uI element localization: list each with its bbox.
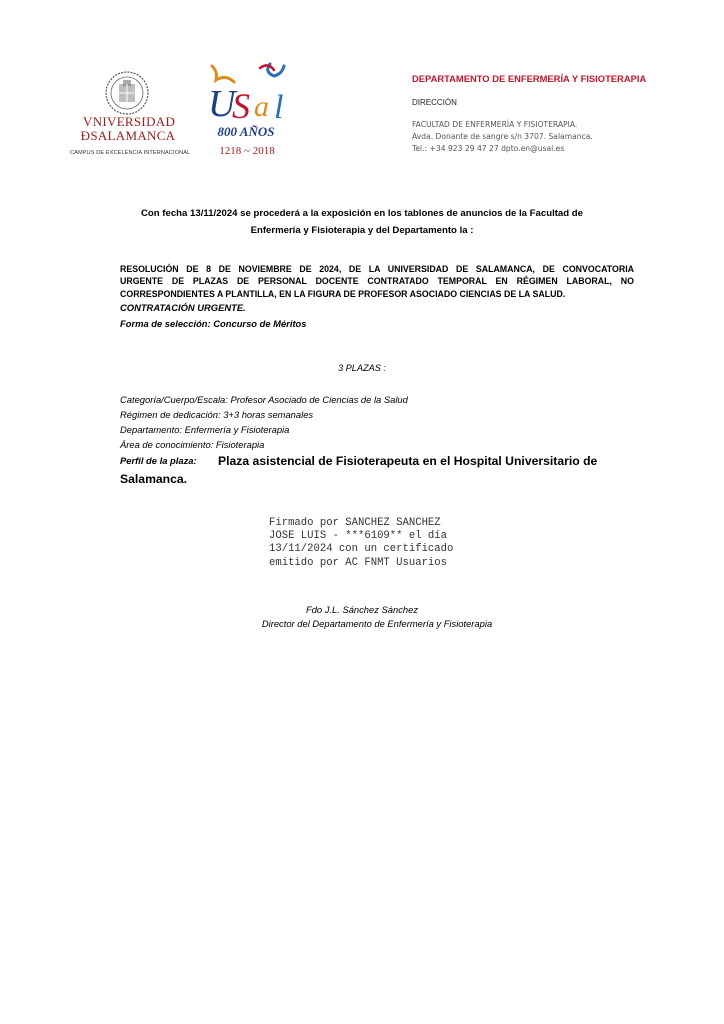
resolution-line: RESOLUCIÓN DE 8 DE NOVIEMBRE DE 2024, DE LA UNIVERSIDAD DE SALAMANCA, DE CONVOCATORIA bbox=[120, 264, 634, 274]
intro-paragraph bbox=[120, 205, 604, 239]
svg-text:S: S bbox=[232, 86, 250, 126]
department-title: DEPARTAMENTO DE ENFERMERÍA Y FISIOTERAPIA bbox=[412, 73, 647, 84]
intro-line: Con fecha 13/11/2024 se procederá a la exposición en los tablones de anuncios de la Facultad de bbox=[140, 208, 583, 219]
svg-text:l: l bbox=[274, 89, 284, 126]
signer-name: Fdo J.L. Sánchez Sánchez bbox=[305, 604, 419, 615]
svg-text:U: U bbox=[208, 83, 236, 125]
anniversary-number: 800 AÑOS bbox=[217, 124, 275, 139]
direccion-label: DIRECCIÓN bbox=[412, 98, 457, 107]
address-line-faculty: FACULTAD DE ENFERMERÍA Y FISIOTERAPIA. bbox=[412, 120, 578, 129]
university-name-line1: VNIVERSIDAD bbox=[83, 114, 176, 129]
selection-method: Forma de selección: Concurso de Méritos bbox=[120, 318, 307, 329]
svg-text:a: a bbox=[254, 90, 269, 123]
university-tagline: CAMPUS DE EXCELENCIA INTERNACIONAL bbox=[70, 150, 191, 156]
intro-line: Enfermería y Fisioterapia y del Departamento la : bbox=[250, 225, 474, 236]
detail-knowledge-area: Área de conocimiento: Fisioterapia bbox=[120, 439, 265, 450]
urgent-label: CONTRATACIÓN URGENTE. bbox=[120, 302, 246, 313]
address-line-contact: Tel.: +34 923 29 47 27 dpto.en@usal.es bbox=[412, 144, 565, 153]
resolution-line: CORRESPONDIENTES A PLANTILLA, EN LA FIGURA DE PROFESOR ASOCIADO CIENCIAS DE LA SALUD. bbox=[120, 288, 566, 299]
university-name-line2: ÐSALAMANCA bbox=[80, 128, 176, 143]
plazas-count: 3 PLAZAS : bbox=[337, 363, 386, 373]
anniversary-years: 1218 ~ 2018 bbox=[219, 145, 275, 157]
detail-category: Categoría/Cuerpo/Escala: Profesor Asociado de Ciencias de la Salud bbox=[120, 394, 408, 405]
detail-dedication: Régimen de dedicación: 3+3 horas semanales bbox=[120, 409, 314, 420]
resolution-line: URGENTE DE PLAZAS DE PERSONAL DOCENTE CONTRATADO TEMPORAL EN RÉGIMEN LABORAL, NO bbox=[120, 276, 634, 287]
detail-department: Departamento: Enfermería y Fisioterapia bbox=[120, 424, 290, 435]
perfil-value: Plaza asistencial de Fisioterapeuta en el Hospital Universitario de Salamanca. bbox=[120, 454, 598, 486]
university-crest-icon bbox=[104, 70, 150, 116]
digital-signature-block: Firmado por SANCHEZ SANCHEZ JOSE LUIS - ***6109** el día 13/11/2024 con un certificado emitido por AC FNMT Usuarios bbox=[269, 517, 454, 569]
perfil-label: Perfil de la plaza: bbox=[120, 455, 197, 466]
signer-role: Director del Departamento de Enfermería y Fisioterapia bbox=[261, 618, 493, 629]
resolution-paragraph bbox=[120, 263, 634, 300]
address-line-street: Avda. Donante de sangre s/n 3707. Salamanca. bbox=[412, 132, 593, 141]
